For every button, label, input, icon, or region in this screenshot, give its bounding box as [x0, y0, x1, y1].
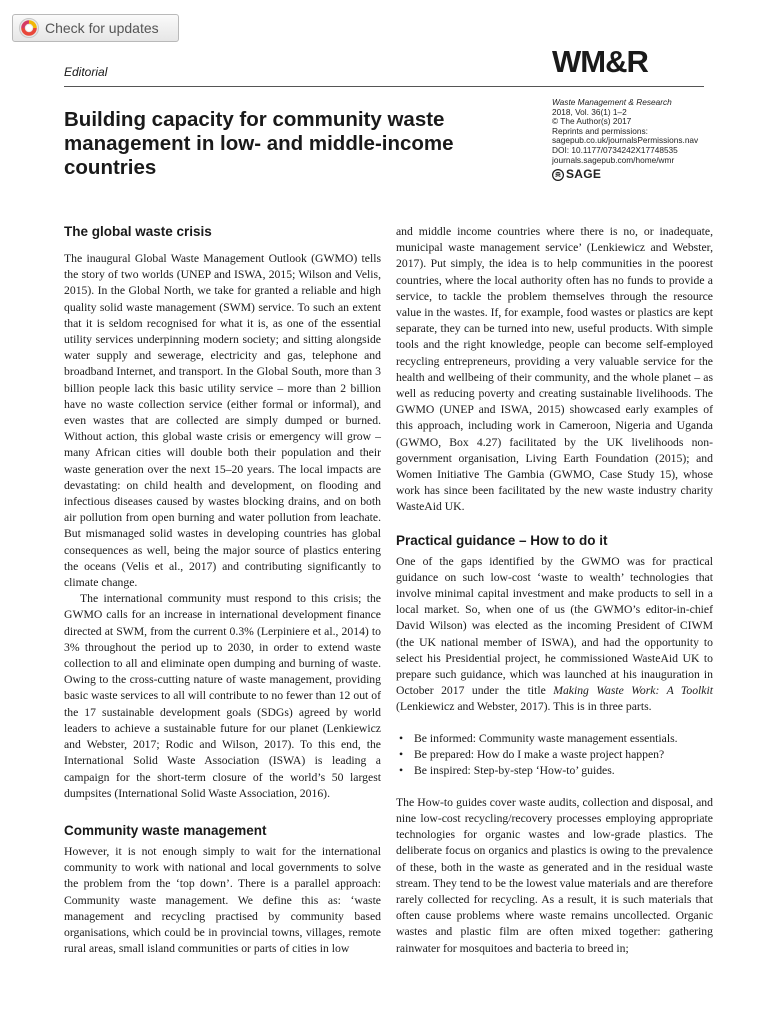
paragraph: and middle income countries where there is no, or inadequate, municipal waste management service’ (Lenkiewicz and Webster, 2017). Put simply, the idea is to help communities in the poorest countries, where the local authority often has no funds to provide a service, to tackle the problem themselves through the resource value in the wastes. If, for example, food wastes or plastics are kept separate, they can be turned into new, useful products. With simple tools and the right knowledge, people can become self-employed recycling entrepreneurs, providing a very valuable service for the health and wellbeing of their community, and the whole planet – as well as reducing poverty and creating sustainable livelihoods. The GWMO (UNEP and ISWA, 2015) showcased early examples of this approach, including work in Cameroon, Nigeria and Uganda (GWMO, Box 4.27) facilitated by the UK livelihoods non-government organisation, Living Earth Foundation (2015); and Women Initiative The Gambia (GWMO, Case Study 15), whose work has since been facilitated by the new waste industry charity WasteAid UK. — [396, 225, 713, 514]
reprints-label: Reprints and permissions: — [552, 125, 648, 136]
sage-circle-icon — [552, 169, 564, 181]
paragraph: The How-to guides cover waste audits, collection and disposal, and nine low-cost recycling/recovery processes employing appropriate technologies for organic wastes and low-grade plastics. The deliberate focus on organics and plastics is owing to the prevalence of these, both in the waste as generated and in the residual waste stream. They tend to be the lowest value materials and are therefore rarely collected for recycling. As a result, it is such materials that often cause problems where waste remains uncollected. Organic wastes and plastic film are often mixed together: gathering rainwater for mosquitoes and bacteria to breed in; — [396, 795, 713, 955]
check-for-updates-button[interactable] — [12, 14, 179, 42]
check-for-updates-label: Check for updates — [45, 20, 159, 36]
list-item: • Be informed: Community waste management essentials. — [396, 731, 713, 747]
copyright: © The Author(s) 2017 — [552, 116, 632, 127]
publisher-logo — [552, 169, 698, 181]
toolkit-title: Making Waste Work: A Toolkit — [553, 684, 713, 698]
section-heading-global-waste-crisis: The global waste crisis — [64, 224, 212, 239]
paragraph: The international community must respond to this crisis; the GWMO calls for an increase in international development finance directed at SWM, from the current 0.3% (Lerpiniere et al., 2014) to 3% throughout the period up to 2030, in order to extend waste collection to all and eliminate open dumping and burning of waste. Owing to the cross-cutting nature of waste management, providing basic waste services to all will contribute to no fewer than 12 out of the 17 sustainable development goals (SDGs) agreed by world leaders to achieve a sustainable future for our planet (Lenkiewicz and Webster, 2017; Rodic and Wilson, 2017). To this end, the International Solid Waste Association (ISWA) is leading a campaign for the short-term closure of the world’s 50 largest dumpsites (International Solid Waste Association, 2016). — [64, 592, 381, 800]
section-heading-community-waste-management: Community waste management — [64, 822, 267, 838]
journal-home-link[interactable]: journals.sagepub.com/home/wmr — [552, 154, 675, 165]
journal-name: Waste Management & Research — [552, 97, 672, 107]
header-divider — [64, 86, 704, 87]
paragraph-text: (Lenkiewicz and Webster, 2017). This is in three parts. — [396, 700, 652, 714]
toolkit-parts-list — [396, 731, 713, 779]
doi-link[interactable]: DOI: 10.1177/0734242X17748535 — [552, 144, 678, 155]
left-column — [64, 224, 381, 957]
article-title: Building capacity for community waste management in low- and middle-income countries — [64, 108, 454, 179]
reprints-link[interactable]: sagepub.co.uk/journalsPermissions.nav — [552, 135, 699, 146]
paragraph: However, it is not enough simply to wait for the international community to work with national and local governments to solve the problem from the ‘top down’. There is a parallel approach: Community waste management. We define this as: ‘waste management and recycling practised by community based organisations, which could be in provincial towns, villages, remote rural areas, small island communities or parts of cities in low — [64, 844, 381, 956]
right-column — [396, 224, 713, 957]
paragraph-text: One of the gaps identified by the GWMO was for practical guidance on such low-cost ‘waste to wealth’ technologies that involve minimal capital investment and make products to sell in a local market. So, when one of us (the GWMO’s editor-in-chief David Wilson) was elected as the incoming President of CIWM (the UK national member of ISWA), and had the opportunity to select his Presidential project, he commissioned WasteAid UK to prepare such guidance, which was launched at his inauguration in October 2017 under the title — [396, 554, 713, 698]
journal-volume: 2018, Vol. 36(1) 1–2 — [552, 106, 627, 117]
list-item: • Be prepared: How do I make a waste project happen? — [396, 747, 713, 763]
section-heading-practical-guidance: Practical guidance – How to do it — [396, 532, 608, 548]
journal-info — [552, 98, 698, 181]
article-type: Editorial — [64, 65, 108, 79]
update-badge-icon — [19, 18, 39, 38]
journal-logo: WM&R — [552, 44, 648, 79]
paragraph — [396, 554, 713, 716]
list-item: • Be inspired: Step-by-step ‘How-to’ guides. — [396, 763, 713, 779]
paragraph: The inaugural Global Waste Management Outlook (GWMO) tells the story of two worlds (UNEP and ISWA, 2015; Wilson and Velis, 2015). In the Global North, we take for granted a reliable and high quality solid waste management (SWM) service. To such an extent that it is seldom recognised for what it is, as one of the essential utility services underpinning modern society; and sitting alongside water supply and sewerage, electricity and gas, telephone and broadband Internet, and transport. In the Global South, more than 3 billion people lack this basic utility service – more than 2 billion have no waste collection service (either formal or informal), and even wastes that are collected are simply dumped or burned. Without action, this global waste crisis or emergency will grow – many African cities will double both their population and their waste generation over the next 15–20 years. The local impacts are devastating: on child health and development, on flooding and infectious diseases caused by wastes blocking drains, and on both air pollution from open burning and water pollution from leachate. But mismanaged solid wastes in developing countries has global consequences as well, being the major source of plastics entering the oceans (Velis et al., 2017) and contributing significantly to climate change. — [64, 252, 381, 590]
publisher-name: SAGE — [566, 167, 602, 182]
